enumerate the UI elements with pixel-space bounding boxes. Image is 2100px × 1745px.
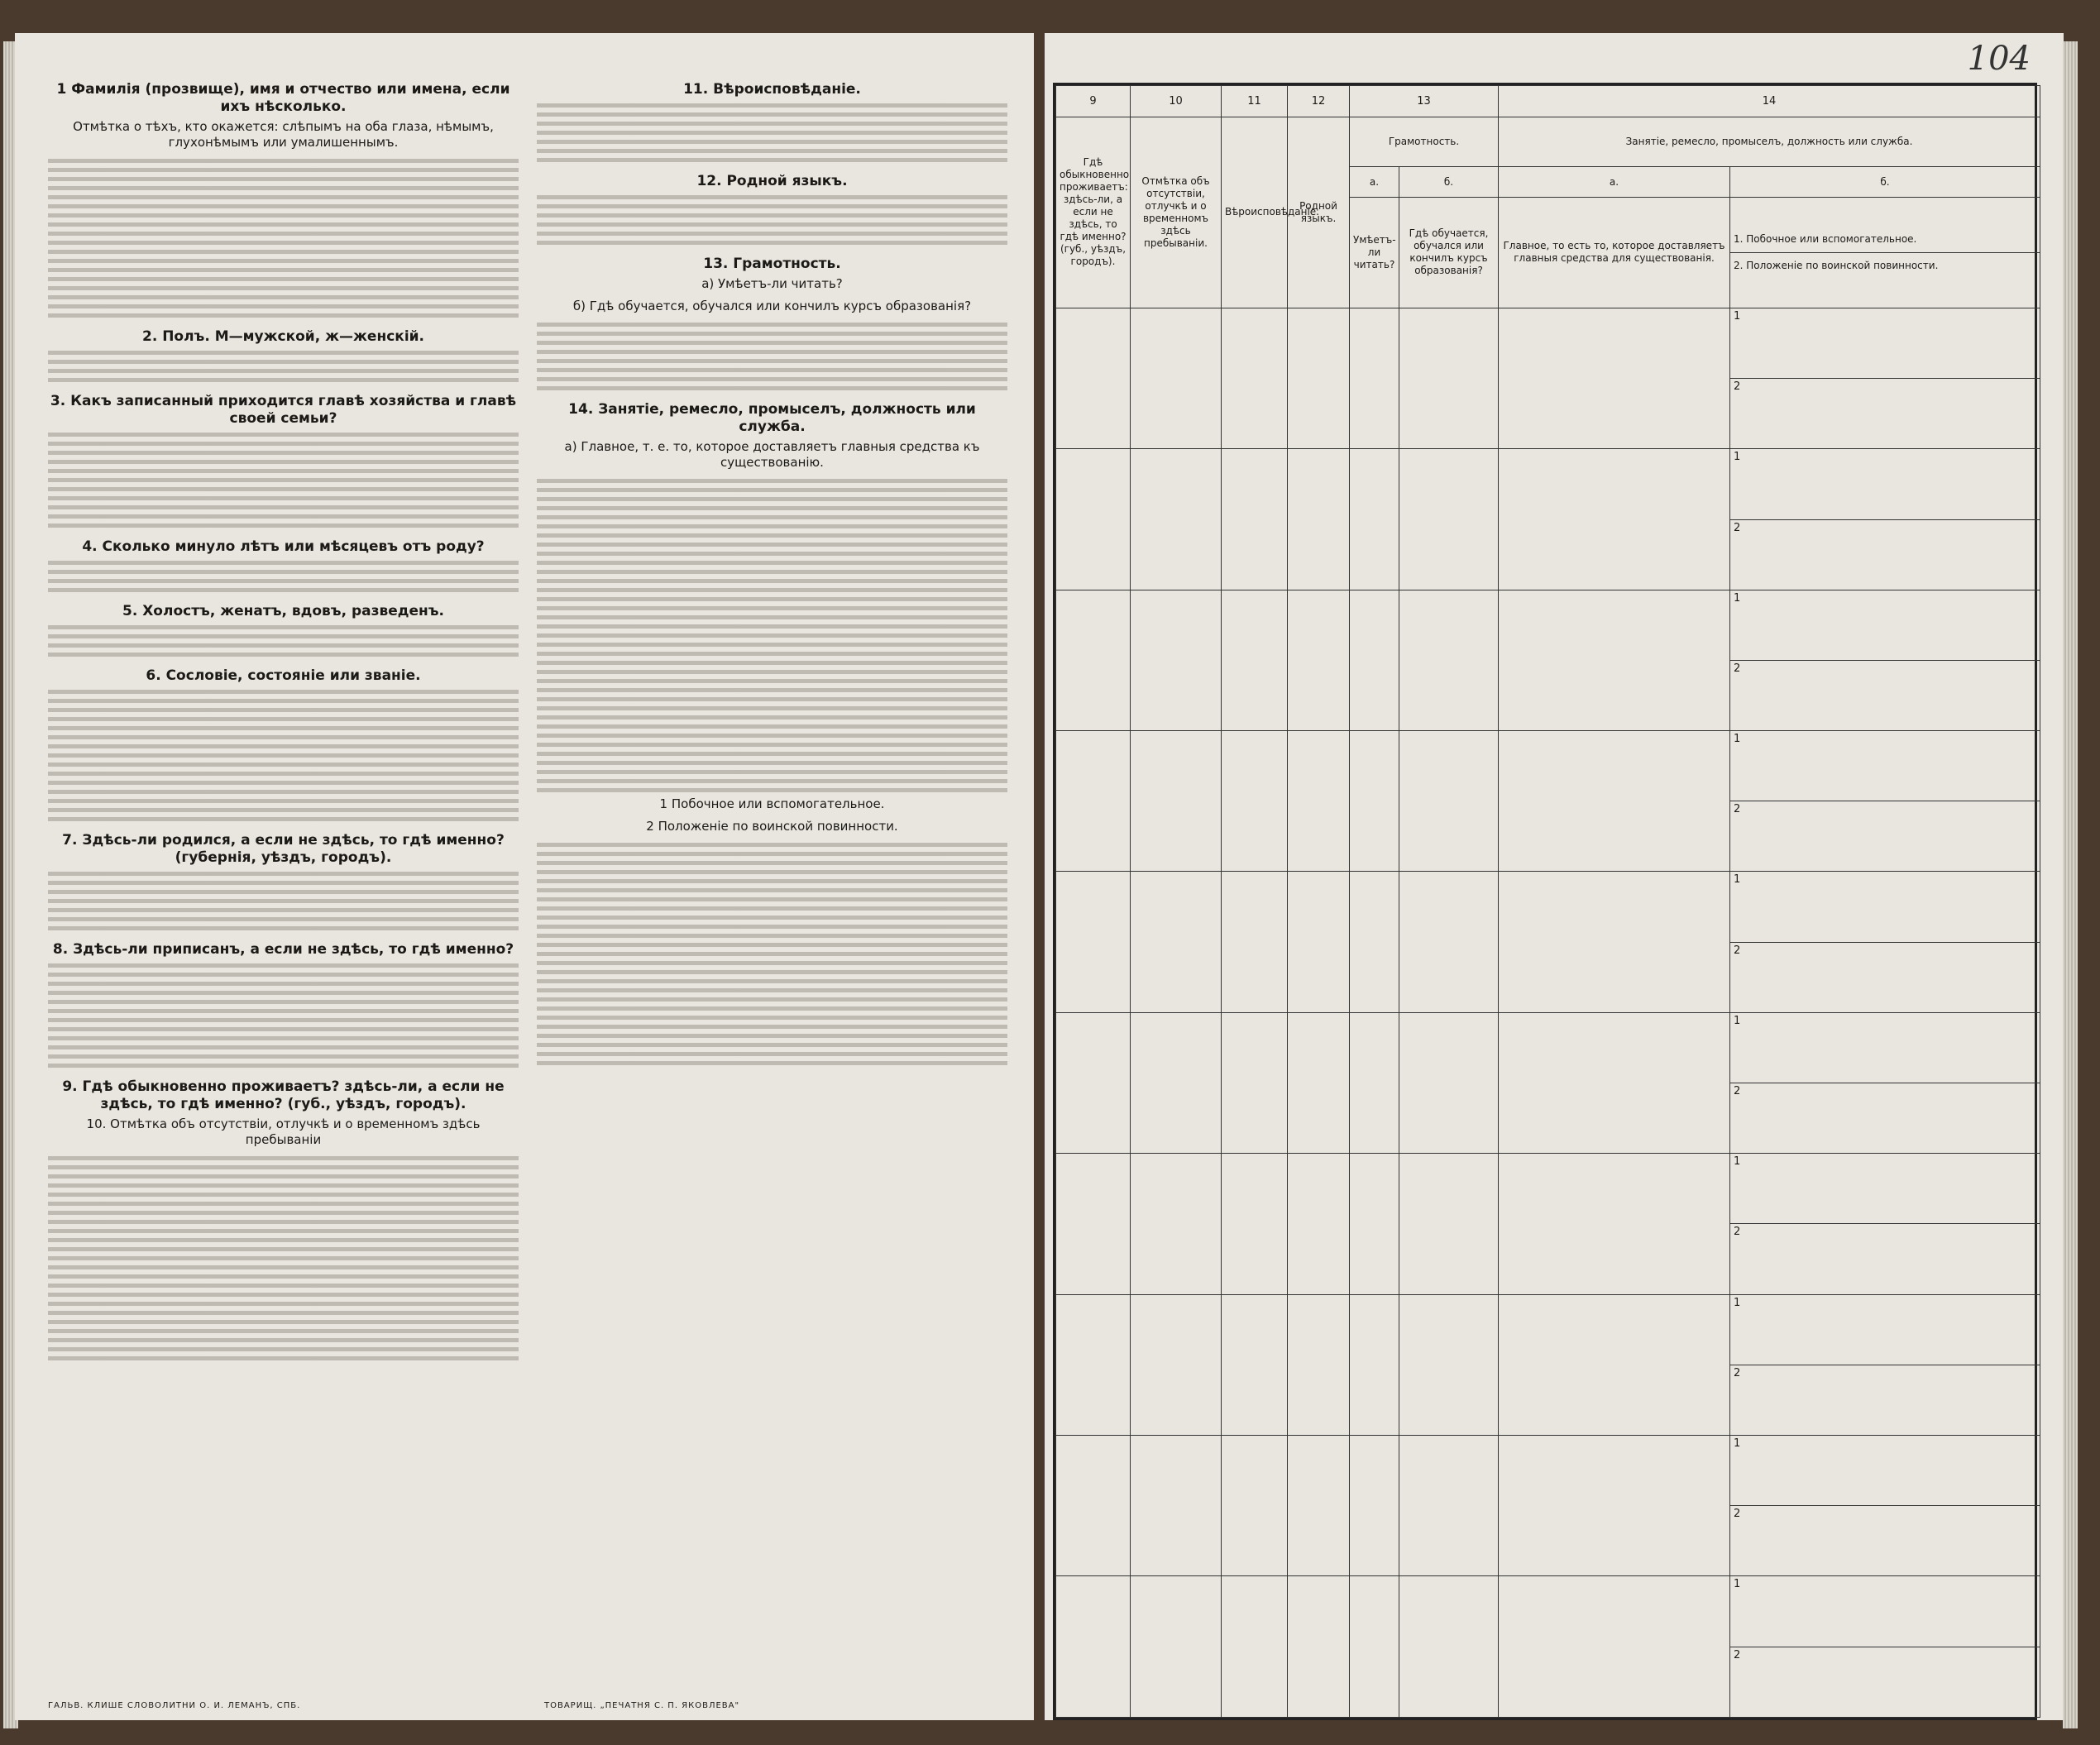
form-cell-occupation-b[interactable]: [1730, 1435, 2040, 1505]
form-cell-occupation-b[interactable]: [1730, 519, 2040, 590]
form-cell[interactable]: [1222, 449, 1288, 590]
form-cell-occupation-b[interactable]: [1730, 308, 2040, 378]
form-cell[interactable]: [1131, 449, 1222, 590]
form-cell[interactable]: [1350, 308, 1399, 448]
form-subrow: [1056, 1435, 2040, 1505]
form-cell[interactable]: [1131, 1576, 1222, 1718]
header-literacy-b: б.: [1399, 167, 1499, 198]
form-cell[interactable]: [1499, 308, 1730, 448]
section-5-heading: 5. Холостъ, женатъ, вдовъ, разведенъ.: [122, 603, 444, 619]
section-14-heading: 14. Занятіе, ремесло, промыселъ, должность или служба.: [568, 401, 976, 435]
header-literacy: Грамотность.: [1350, 117, 1499, 166]
form-cell-occupation-b[interactable]: [1730, 1647, 2040, 1717]
form-cell[interactable]: [1288, 449, 1350, 590]
form-cell-occupation-b[interactable]: [1730, 660, 2040, 730]
left-footer-imprint: ГАЛЬВ. КЛИШЕ СЛОВОЛИТНИ О. И. ЛЕМАНЪ, СПБ.: [48, 1701, 301, 1710]
form-cell[interactable]: [1499, 590, 1730, 730]
form-cell[interactable]: [1288, 1154, 1350, 1294]
form-cell[interactable]: [1399, 308, 1499, 448]
header-absence: Отмѣтка объ отсутствіи, отлучкѣ и о временномъ здѣсь пребываніи.: [1131, 117, 1222, 308]
section-10-heading: 10. Отмѣтка объ отсутствіи, отлучкѣ и о временномъ здѣсь пребываніи: [86, 1116, 481, 1147]
row-mark: 2: [1734, 1085, 1741, 1098]
row-mark: 2: [1734, 521, 1741, 534]
form-cell[interactable]: [1222, 1012, 1288, 1153]
header-military-status: 2. Положеніе по воинской повинности.: [1734, 259, 1939, 271]
col-number-13: 13: [1350, 86, 1499, 117]
form-subrow: [1056, 590, 2040, 660]
form-cell[interactable]: [1499, 1154, 1730, 1294]
form-subrow: [1056, 872, 2040, 942]
form-subrow: [1056, 731, 2040, 801]
section-1-heading: 1 Фамилія (прозвище), имя и отчество или имена, если ихъ нѣсколько.: [56, 81, 510, 115]
form-cell[interactable]: [1131, 590, 1222, 730]
form-cell[interactable]: [1288, 731, 1350, 872]
row-mark: 2: [1734, 1226, 1741, 1239]
form-cell-occupation-b[interactable]: [1730, 379, 2040, 449]
form-cell[interactable]: [1499, 1435, 1730, 1575]
form-cell[interactable]: [1350, 1154, 1399, 1294]
section-11-heading: 11. Вѣроисповѣданіе.: [683, 81, 861, 98]
form-cell[interactable]: [1288, 1294, 1350, 1435]
col-number-10: 10: [1131, 86, 1222, 117]
form-cell[interactable]: [1131, 308, 1222, 448]
form-cell[interactable]: [1056, 1154, 1131, 1294]
col-number-14: 14: [1499, 86, 2040, 117]
row-mark: 1: [1734, 591, 1741, 605]
census-book-spread: [15, 33, 2074, 1737]
header-education: Гдѣ обучается, обучался или кончилъ курсъ образованія?: [1399, 198, 1499, 308]
form-cell[interactable]: [1056, 1435, 1131, 1575]
form-cell[interactable]: [1499, 1576, 1730, 1718]
section-8-heading: 8. Здѣсь-ли приписанъ, а если не здѣсь, то гдѣ именно?: [52, 941, 514, 958]
header-occupation-a: а.: [1499, 167, 1730, 198]
form-cell[interactable]: [1499, 1012, 1730, 1153]
form-cell[interactable]: [1222, 590, 1288, 730]
form-cell[interactable]: [1222, 731, 1288, 872]
section-13b-heading: б) Гдѣ обучается, обучался или кончилъ курсъ образованія?: [572, 299, 972, 313]
header-residence: Гдѣ обыкновенно проживаетъ: здѣсь-ли, а если не здѣсь, то гдѣ именно? (губ., уѣздъ, городъ).: [1056, 117, 1131, 308]
form-subrow: [1056, 1294, 2040, 1365]
right-form-page: [1045, 33, 2064, 1720]
section-2-heading: 2. Полъ. М—мужской, ж—женскій.: [141, 328, 425, 345]
row-mark: 1: [1734, 1296, 1741, 1309]
form-cell[interactable]: [1399, 1294, 1499, 1435]
form-cell[interactable]: [1288, 1435, 1350, 1575]
form-cell[interactable]: [1499, 731, 1730, 872]
form-cell[interactable]: [1350, 1435, 1399, 1575]
section-3-heading: 3. Какъ записанный приходится главѣ хозяйства и главѣ своей семьи?: [50, 393, 517, 427]
form-cell[interactable]: [1056, 1294, 1131, 1435]
instructions-column-2: [537, 71, 1007, 1695]
section-6-heading: 6. Сословіе, состояніе или званіе.: [146, 667, 421, 684]
form-cell[interactable]: [1131, 1154, 1222, 1294]
form-cell[interactable]: [1056, 449, 1131, 590]
row-mark: 1: [1734, 1578, 1741, 1591]
row-mark: 1: [1734, 309, 1741, 323]
form-rows: [1056, 308, 2040, 1717]
section-14b2-heading: 2 Положеніе по воинской повинности.: [646, 819, 898, 834]
form-cell[interactable]: [1350, 1012, 1399, 1153]
form-cell[interactable]: [1288, 590, 1350, 730]
row-mark: 2: [1734, 1508, 1741, 1521]
form-cell[interactable]: [1399, 731, 1499, 872]
row-mark: 2: [1734, 662, 1741, 675]
form-subrow: [1056, 1576, 2040, 1647]
form-cell-occupation-b[interactable]: [1730, 872, 2040, 942]
form-cell[interactable]: [1131, 1435, 1222, 1575]
form-cell-occupation-b[interactable]: [1730, 1224, 2040, 1294]
form-cell-occupation-b[interactable]: [1730, 1576, 2040, 1647]
section-14b1-heading: 1 Побочное или вспомогательное.: [659, 796, 885, 811]
header-secondary-block: [1730, 198, 2040, 308]
form-cell-occupation-b[interactable]: [1730, 942, 2040, 1012]
row-mark: 1: [1734, 1155, 1741, 1169]
header-occupation-b: б.: [1730, 167, 2040, 198]
form-cell[interactable]: [1056, 1012, 1131, 1153]
section-4-heading: 4. Сколько минуло лѣтъ или мѣсяцевъ отъ роду?: [82, 538, 485, 555]
section-14a-heading: а) Главное, т. е. то, которое доставляетъ главныя средства къ существованію.: [564, 439, 980, 470]
section-12-heading: 12. Родной языкъ.: [696, 173, 848, 189]
form-cell[interactable]: [1056, 1576, 1131, 1718]
form-cell[interactable]: [1131, 731, 1222, 872]
form-cell[interactable]: [1350, 590, 1399, 730]
row-mark: 2: [1734, 1366, 1741, 1379]
section-7-heading: 7. Здѣсь-ли родился, а если не здѣсь, то гдѣ именно? (губернія, уѣздъ, городъ).: [62, 832, 505, 866]
form-cell[interactable]: [1288, 308, 1350, 448]
form-subrow: [1056, 1012, 2040, 1083]
form-cell-occupation-b[interactable]: [1730, 1083, 2040, 1154]
form-cell-occupation-b[interactable]: [1730, 1365, 2040, 1435]
form-cell[interactable]: [1222, 1154, 1288, 1294]
form-cell[interactable]: [1399, 1012, 1499, 1153]
page-edges-right: [2063, 41, 2078, 1728]
census-form-table: [1053, 83, 2037, 1720]
form-cell[interactable]: [1056, 308, 1131, 448]
header-occupation: Занятіе, ремесло, промыселъ, должность или служба.: [1499, 117, 2040, 166]
form-subrow: [1056, 308, 2040, 378]
form-subrow: [1056, 449, 2040, 519]
form-cell[interactable]: [1499, 1294, 1730, 1435]
row-mark: 2: [1734, 1648, 1741, 1661]
section-9-heading: 9. Гдѣ обыкновенно проживаетъ? здѣсь-ли, а если не здѣсь, то гдѣ именно? (губ., уѣздъ, городъ).: [62, 1078, 505, 1112]
form-cell-occupation-b[interactable]: [1730, 449, 2040, 519]
form-cell[interactable]: [1222, 308, 1288, 448]
header-religion: Вѣроисповѣданіе.: [1222, 117, 1288, 308]
form-cell-occupation-b[interactable]: [1730, 1506, 2040, 1576]
header-literacy-a: а.: [1350, 167, 1399, 198]
form-cell[interactable]: [1350, 1576, 1399, 1718]
form-cell[interactable]: [1399, 449, 1499, 590]
form-cell-occupation-b[interactable]: [1730, 801, 2040, 872]
header-can-read: Умѣетъ-ли читать?: [1350, 198, 1399, 308]
form-cell[interactable]: [1350, 731, 1399, 872]
header-secondary-occupation: 1. Побочное или вспомогательное.: [1730, 227, 2040, 253]
col-number-11: 11: [1222, 86, 1288, 117]
right-footer-imprint: ТОВАРИЩ. „ПЕЧАТНЯ С. П. ЯКОВЛЕВА": [544, 1701, 740, 1710]
section-13-heading: 13. Грамотность.: [703, 256, 841, 272]
form-cell[interactable]: [1288, 1012, 1350, 1153]
form-cell[interactable]: [1288, 1576, 1350, 1718]
section-13a-heading: а) Умѣетъ-ли читать?: [701, 276, 843, 291]
form-cell[interactable]: [1499, 449, 1730, 590]
form-cell[interactable]: [1399, 872, 1499, 1012]
form-cell-occupation-b[interactable]: [1730, 731, 2040, 801]
row-mark: 1: [1734, 1014, 1741, 1027]
form-cell-occupation-b[interactable]: [1730, 1154, 2040, 1224]
form-cell[interactable]: [1350, 872, 1399, 1012]
form-cell[interactable]: [1131, 872, 1222, 1012]
form-cell[interactable]: [1131, 1012, 1222, 1153]
form-cell[interactable]: [1350, 1294, 1399, 1435]
form-cell-occupation-b[interactable]: [1730, 590, 2040, 660]
form-cell[interactable]: [1222, 1294, 1288, 1435]
row-mark: 2: [1734, 944, 1741, 957]
form-cell[interactable]: [1399, 1435, 1499, 1575]
form-cell[interactable]: [1131, 1294, 1222, 1435]
form-cell-occupation-b[interactable]: [1730, 1294, 2040, 1365]
form-subrow: [1056, 1154, 2040, 1224]
form-cell[interactable]: [1288, 872, 1350, 1012]
header-native-language: Родной языкъ.: [1288, 117, 1350, 308]
instructions-column-1: [48, 71, 519, 1695]
form-cell[interactable]: [1056, 872, 1131, 1012]
row-mark: 1: [1734, 451, 1741, 464]
form-cell[interactable]: [1222, 872, 1288, 1012]
header-main-occupation: Главное, то есть то, которое доставляетъ главныя средства для существованія.: [1499, 198, 1730, 308]
col-number-12: 12: [1288, 86, 1350, 117]
form-cell[interactable]: [1222, 1576, 1288, 1718]
row-mark: 1: [1734, 873, 1741, 887]
row-mark: 1: [1734, 733, 1741, 746]
form-cell[interactable]: [1056, 590, 1131, 730]
form-cell[interactable]: [1399, 590, 1499, 730]
form-cell[interactable]: [1399, 1576, 1499, 1718]
left-instruction-page: [15, 33, 1034, 1720]
form-cell-occupation-b[interactable]: [1730, 1012, 2040, 1083]
form-cell[interactable]: [1350, 449, 1399, 590]
form-cell[interactable]: [1056, 731, 1131, 872]
form-cell[interactable]: [1499, 872, 1730, 1012]
row-mark: 2: [1734, 380, 1741, 394]
row-mark: 1: [1734, 1437, 1741, 1450]
section-1-subheading: Отмѣтка о тѣхъ, кто окажется: слѣпымъ на оба глаза, нѣмымъ, глухонѣмымъ или умалишеннымъ.: [73, 119, 494, 150]
form-cell[interactable]: [1399, 1154, 1499, 1294]
col-number-9: 9: [1056, 86, 1131, 117]
row-mark: 2: [1734, 803, 1741, 816]
handwritten-page-number: 104: [1967, 40, 2031, 78]
form-cell[interactable]: [1222, 1435, 1288, 1575]
